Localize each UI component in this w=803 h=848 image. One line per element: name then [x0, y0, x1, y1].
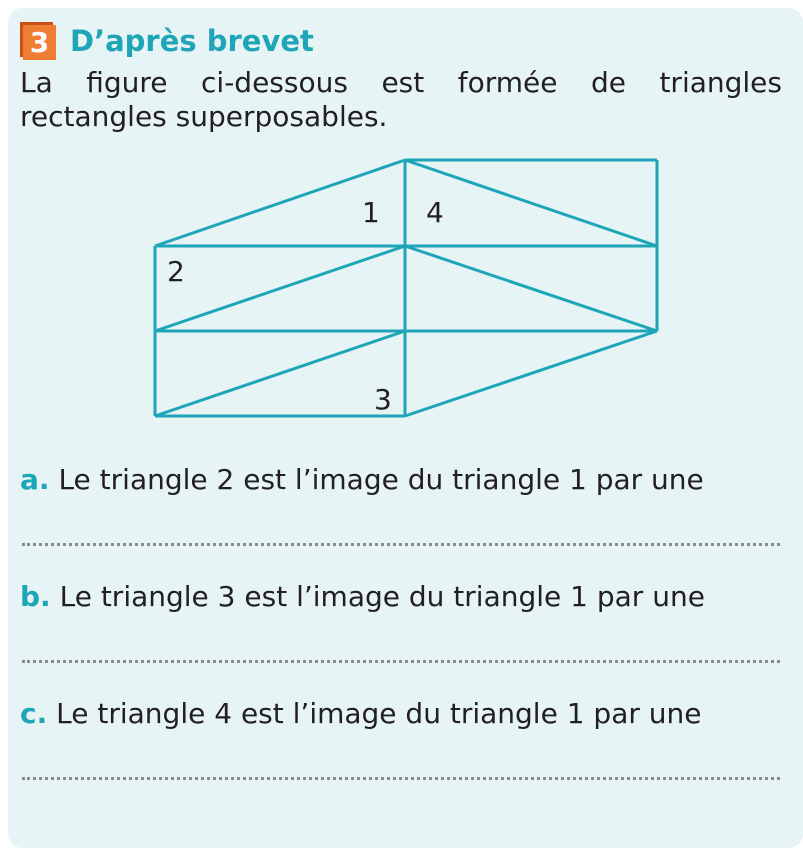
- answer-line-a[interactable]: [22, 543, 780, 546]
- triangle-label-4: 4: [426, 196, 444, 229]
- triangle-label-2: 2: [167, 255, 185, 288]
- question-letter: b.: [20, 580, 51, 613]
- answer-line-c[interactable]: [22, 777, 780, 780]
- question-letter: a.: [20, 463, 50, 496]
- question-b: [20, 580, 705, 613]
- triangle-label-3: 3: [374, 383, 392, 416]
- exercise-intro: La figure ci-dessous est formée de triangles rectangles superposables.: [20, 66, 782, 133]
- answer-line-b[interactable]: [22, 660, 780, 663]
- question-a: [20, 463, 704, 496]
- question-text: Le triangle 4 est l’image du triangle 1 par une: [56, 697, 702, 730]
- exercise-number: 3: [23, 25, 56, 60]
- question-letter: c.: [20, 697, 48, 730]
- question-text: Le triangle 2 est l’image du triangle 1 par une: [58, 463, 704, 496]
- question-c: [20, 697, 701, 730]
- exercise-title: D’après brevet: [70, 24, 314, 58]
- question-text: Le triangle 3 est l’image du triangle 1 par une: [59, 580, 705, 613]
- figure-line: [155, 331, 405, 416]
- figure-line: [405, 246, 657, 331]
- figure-line: [405, 331, 657, 416]
- figure-line: [155, 246, 405, 331]
- triangle-label-1: 1: [362, 196, 380, 229]
